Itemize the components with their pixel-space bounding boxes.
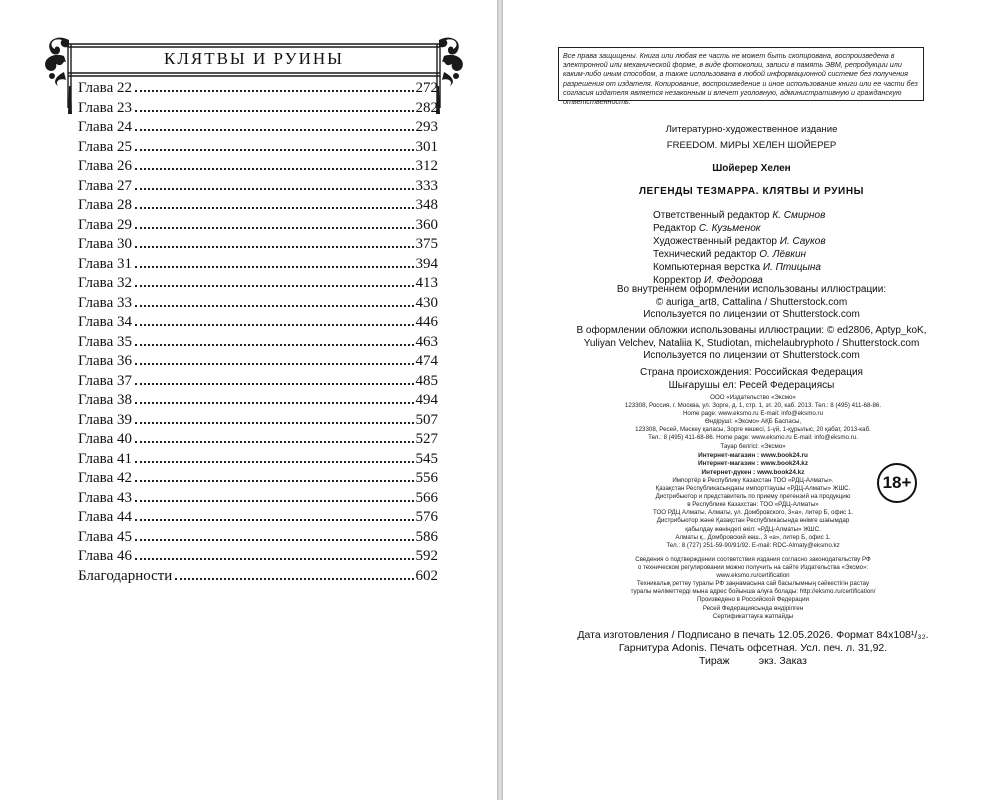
toc-chapter-label: Глава 39 <box>78 411 132 428</box>
toc-row <box>78 509 438 529</box>
toc-leader-dots <box>135 519 414 521</box>
production-info <box>563 629 943 668</box>
toc-page-number: 312 <box>415 158 438 174</box>
toc-page-number: 474 <box>415 353 438 369</box>
publisher-line: Тел.: 8 (495) 411-68-86. Home page: www.eksmo.ru E-mail: info@eksmo.ru. <box>648 434 858 442</box>
toc-row <box>78 80 438 100</box>
toc-row <box>78 490 438 510</box>
toc-chapter-label: Глава 25 <box>78 138 132 155</box>
staff-name: К. Смирнов <box>772 210 826 221</box>
toc-chapter-label: Глава 40 <box>78 431 132 447</box>
staff-name: И. Федорова <box>703 275 763 286</box>
staff-line <box>653 235 883 248</box>
toc-page-number: 586 <box>415 528 438 545</box>
toc-page-number: 348 <box>415 197 438 213</box>
toc-page-number: 333 <box>415 177 438 194</box>
toc-leader-dots <box>135 246 414 248</box>
importer-line: ТОО РДЦ Алматы, Алматы, ул. Домбровского, 3«а», литер Б, офис 1. <box>652 509 854 517</box>
toc-chapter-label: Глава 46 <box>78 548 132 564</box>
toc-leader-dots <box>135 129 414 131</box>
toc-leader-dots <box>135 344 414 346</box>
right-page <box>503 0 1000 800</box>
production-line: Гарнитура Adonis. Печать офсетная. Усл. печ. л. 31,92. <box>618 642 888 654</box>
toc-chapter-label: Глава 42 <box>78 470 132 486</box>
certification-line: Произведено в Российской Федерации <box>696 596 810 604</box>
toc-chapter-label: Глава 38 <box>78 392 132 408</box>
toc-page-number: 602 <box>415 567 438 584</box>
toc-page-number: 446 <box>415 314 438 330</box>
publisher-line: 123308, Ресей, Мәскеу қаласы, Зорге көшесі, 1-үй, 1-құрылыс, 20 қабат, 2013-каб. <box>635 426 871 434</box>
certification-block <box>563 556 943 621</box>
toc-leader-dots <box>175 578 413 580</box>
publisher-line: Өндіруші: «Эксмо» АҚБ Баспасы, <box>704 418 802 426</box>
toc-row <box>78 412 438 432</box>
toc-page-number: 566 <box>415 489 438 506</box>
toc-row <box>78 353 438 373</box>
toc-page-number: 394 <box>415 255 438 272</box>
toc-row <box>78 548 438 568</box>
toc-leader-dots <box>135 402 414 404</box>
toc-chapter-label: Глава 41 <box>78 450 132 467</box>
staff-name: И. Сауков <box>779 236 826 247</box>
toc-page-number: 545 <box>415 450 438 467</box>
toc-row <box>78 568 438 588</box>
certification-line: Техникалық реттеу туралы РФ заңнамасына сай басылымның сәйкестігін растау <box>636 580 870 588</box>
toc-leader-dots <box>135 110 414 112</box>
staff-role: Редактор <box>653 223 697 234</box>
book-title: ЛЕГЕНДЫ ТЕЗМАРРА. КЛЯТВЫ И РУИНЫ <box>638 186 865 197</box>
toc-leader-dots <box>135 539 414 541</box>
toc-chapter-label: Глава 45 <box>78 528 132 545</box>
toc-page-number: 463 <box>415 333 438 350</box>
toc-row <box>78 373 438 393</box>
copyright-notice: Все права защищены. Книга или любая ее часть не может быть скопирована, воспроизведена в электронной или механической форме, в виде фотокопии, записи в память ЭВМ, репродукции или каким-либо иным способом, а также использована в любой информационной системе без получения разрешения от издателя. Копирование, воспроизведение и иное использование книги или ее части без согласия издателя является незаконным и влечет уголовную, административную и гражданскую ответственность. <box>558 47 924 101</box>
toc-chapter-label: Глава 37 <box>78 372 132 389</box>
publisher-block <box>563 394 943 451</box>
country-line: Шығарушы ел: Ресей Федерациясы <box>668 379 835 391</box>
interior-line: Используется по лицензии от Shutterstock.com <box>643 309 860 320</box>
importer-line: Алматы қ., Домбровский көш., 3 «а», литер Б, офис 1. <box>675 533 831 541</box>
toc-row <box>78 392 438 412</box>
toc-leader-dots <box>135 461 414 463</box>
staff-line <box>653 209 883 222</box>
toc-chapter-label: Глава 30 <box>78 236 132 252</box>
shop-line: Интернет-дүкен : www.book24.kz <box>701 468 805 476</box>
toc-row <box>78 275 438 295</box>
shop-line: Интернет-магазин : www.book24.ru <box>698 452 808 459</box>
publisher-line: 123308, Россия, г. Москва, ул. Зорге, д. 1, стр. 1, эт. 20, каб. 2013. Тел.: 8 (495) 411-68-86. <box>624 402 882 410</box>
certification-line: Сертификаттауға жатпайды <box>712 612 794 620</box>
left-page <box>0 0 497 800</box>
toc-chapter-label: Глава 36 <box>78 353 132 369</box>
toc-row <box>78 529 438 549</box>
toc-leader-dots <box>135 188 414 190</box>
toc-leader-dots <box>135 149 414 151</box>
edition-type: Литературно-художественное издание <box>665 124 838 135</box>
toc-row <box>78 197 438 217</box>
toc-chapter-label: Глава 44 <box>78 509 132 525</box>
toc-page-number: 360 <box>415 216 438 233</box>
toc-chapter-label: Глава 27 <box>78 177 132 194</box>
staff-line <box>653 248 883 261</box>
toc-row <box>78 119 438 139</box>
toc-leader-dots <box>135 207 414 209</box>
staff-name: О. Лёвкин <box>759 249 807 260</box>
staff-credits <box>653 209 883 287</box>
staff-role: Корректор <box>653 275 702 286</box>
toc-chapter-label: Глава 22 <box>78 80 132 96</box>
importer-line: Дистрибьютор және Қазақстан Республикасында өнімге шағымдар <box>656 517 850 525</box>
toc-chapter-label: Благодарности <box>78 567 173 584</box>
toc-row <box>78 451 438 471</box>
cover-line: Yuliyan Velchev, Nataliia K, Studiotan, michelaubryphoto / Shutterstock.com <box>583 337 920 349</box>
certification-line: Ресей Федерациясында өндірілген <box>702 604 804 612</box>
importer-line: в Республике Казахстан: ТОО «РДЦ-Алматы» <box>687 501 819 509</box>
importer-line: Импортёр в Республику Казахстан ТОО «РДЦ-Алматы». <box>672 477 834 484</box>
toc-row <box>78 236 438 256</box>
toc-chapter-label: Глава 29 <box>78 216 132 233</box>
toc-page-number: 527 <box>415 431 438 447</box>
staff-name: И. Птицына <box>762 262 821 273</box>
toc-leader-dots <box>135 558 414 560</box>
staff-name: С. Кузьменок <box>698 223 761 234</box>
certification-line: www.eksmo.ru/certification <box>716 572 790 580</box>
certification-line: о техническом регулировании можно получить на сайте Издательства «Эксмо»: <box>637 564 869 572</box>
importer-line: Тел.: 8 (727) 251-59-90/91/92. E-mail: RDC-Almaty@eksmo.kz <box>666 541 840 549</box>
toc-chapter-label: Глава 28 <box>78 197 132 213</box>
toc-row <box>78 256 438 276</box>
publisher-line: Тауар белгісі: «Эксмо» <box>720 442 786 450</box>
toc-row <box>78 158 438 178</box>
age-rating-badge: 18+ <box>877 463 917 503</box>
toc-chapter-label: Глава 23 <box>78 99 132 116</box>
toc-row <box>78 431 438 451</box>
cover-line: Используется по лицензии от Shutterstock.com <box>643 350 860 361</box>
toc-chapter-label: Глава 32 <box>78 275 132 291</box>
toc-leader-dots <box>135 363 414 365</box>
toc-leader-dots <box>135 227 414 229</box>
toc-row <box>78 100 438 120</box>
certification-line: Сведения о подтверждении соответствия издания согласно законодательству РФ <box>635 556 871 563</box>
country-of-origin <box>503 367 1000 392</box>
shop-line: Интернет-магазин : www.book24.kz <box>697 460 809 468</box>
toc-page-number: 413 <box>415 275 438 291</box>
toc-page-number: 592 <box>415 548 438 564</box>
staff-role: Ответственный редактор <box>653 210 770 221</box>
toc-row <box>78 314 438 334</box>
toc-row <box>78 470 438 490</box>
series-name: FREEDOM. МИРЫ ХЕЛЕН ШОЙЕРЕР <box>666 140 837 151</box>
toc-chapter-label: Глава 26 <box>78 158 132 174</box>
toc-leader-dots <box>135 305 414 307</box>
toc-row <box>78 217 438 237</box>
publisher-line: Home page: www.eksmo.ru E-mail: info@eksmo.ru <box>682 410 824 418</box>
toc-page-number: 282 <box>415 99 438 116</box>
toc-page-number: 494 <box>415 392 438 408</box>
interior-line: Во внутреннем оформлении использованы иллюстрации: <box>616 284 887 295</box>
interior-illustrations <box>503 284 1000 322</box>
toc-row <box>78 295 438 315</box>
toc-row <box>78 178 438 198</box>
table-of-contents <box>78 80 438 587</box>
toc-leader-dots <box>135 285 414 287</box>
cover-line: В оформлении обложки использованы иллюстрации: © ed2806, Aptyp_koK, <box>576 325 927 336</box>
running-title: КЛЯТВЫ И РУИНЫ <box>164 49 344 68</box>
importer-line: Дистрибьютор и представитель по приему претензий на продукцию <box>655 493 851 501</box>
toc-chapter-label: Глава 43 <box>78 489 132 506</box>
toc-leader-dots <box>135 480 414 482</box>
certification-line: туралы мәліметтерді мына адрес бойынша алуға болады: http://eksmo.ru/certification/ <box>630 588 876 596</box>
publisher-line: ООО «Издательство «Эксмо» <box>710 394 796 401</box>
toc-leader-dots <box>135 90 414 92</box>
cover-illustrations <box>503 325 1000 363</box>
staff-line <box>653 222 883 235</box>
interior-line: © auriga_art8, Cattalina / Shutterstock.com <box>655 296 848 308</box>
toc-page-number: 576 <box>415 509 438 525</box>
toc-chapter-label: Глава 31 <box>78 255 132 272</box>
author-name: Шойерер Хелен <box>712 163 791 174</box>
toc-page-number: 375 <box>415 236 438 252</box>
production-line: Тираж экз. Заказ <box>699 655 807 667</box>
toc-page-number: 430 <box>415 294 438 311</box>
toc-leader-dots <box>135 266 414 268</box>
toc-page-number: 272 <box>415 80 438 96</box>
toc-leader-dots <box>135 324 414 326</box>
toc-chapter-label: Глава 34 <box>78 314 132 330</box>
production-line: Дата изготовления / Подписано в печать 12.05.2026. Формат 84x108¹/₃₂. <box>577 629 929 641</box>
toc-leader-dots <box>135 500 414 502</box>
toc-row <box>78 334 438 354</box>
staff-role: Компьютерная верстка <box>653 262 761 273</box>
toc-page-number: 556 <box>415 470 438 486</box>
toc-leader-dots <box>135 422 414 424</box>
staff-line <box>653 261 883 274</box>
toc-chapter-label: Глава 35 <box>78 333 132 350</box>
toc-leader-dots <box>135 441 414 443</box>
toc-page-number: 301 <box>415 138 438 155</box>
toc-chapter-label: Глава 24 <box>78 119 132 135</box>
toc-leader-dots <box>135 168 414 170</box>
importer-line: қабылдау жөніндегі өкіл: «РДЦ-Алматы» ЖШС. <box>685 525 821 533</box>
importer-line: Қазақстан Республикасындағы импорттаушы «РДЦ-Алматы» ЖШС. <box>655 485 851 493</box>
country-line: Страна происхождения: Российская Федерация <box>640 367 863 378</box>
toc-page-number: 293 <box>415 119 438 135</box>
toc-leader-dots <box>135 383 414 385</box>
toc-chapter-label: Глава 33 <box>78 294 132 311</box>
toc-page-number: 485 <box>415 372 438 389</box>
toc-page-number: 507 <box>415 411 438 428</box>
staff-role: Художественный редактор <box>653 236 777 247</box>
staff-role: Технический редактор <box>653 249 757 260</box>
toc-row <box>78 139 438 159</box>
